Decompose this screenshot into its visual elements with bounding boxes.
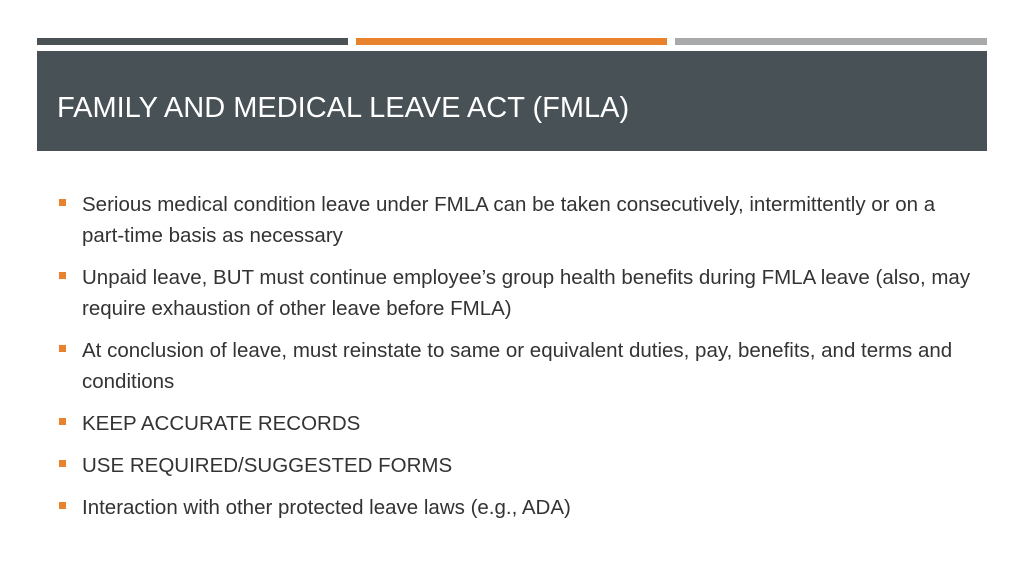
bullet-list (58, 189, 978, 534)
bullet-item (58, 450, 978, 481)
square-bullet-icon (59, 345, 66, 352)
bullet-text: KEEP ACCURATE RECORDS (82, 412, 361, 435)
accent-bar-gray (675, 38, 987, 45)
bullet-item (58, 408, 978, 439)
bullet-text: At conclusion of leave, must reinstate to same or equivalent duties, pay, benefits, and terms and conditions (82, 339, 953, 393)
bullet-item (58, 189, 978, 251)
bullet-item (58, 262, 978, 324)
bullet-item (58, 335, 978, 397)
square-bullet-icon (59, 460, 66, 467)
bullet-item (58, 492, 978, 523)
bullet-text: Serious medical condition leave under FMLA can be taken consecutively, intermittently or on a part-time basis as necessary (82, 193, 936, 247)
accent-bar-orange (356, 38, 667, 45)
slide-title: FAMILY AND MEDICAL LEAVE ACT (FMLA) (57, 91, 630, 124)
bullet-text: Unpaid leave, BUT must continue employee’s group health benefits during FMLA leave (also, may require exhaustion of other leave before FMLA) (82, 266, 971, 320)
square-bullet-icon (59, 418, 66, 425)
square-bullet-icon (59, 272, 66, 279)
bullet-text: USE REQUIRED/SUGGESTED FORMS (82, 454, 453, 477)
bullet-text: Interaction with other protected leave laws (e.g., ADA) (82, 496, 571, 519)
accent-bar-dark (37, 38, 348, 45)
title-band (37, 51, 987, 151)
square-bullet-icon (59, 502, 66, 509)
square-bullet-icon (59, 199, 66, 206)
